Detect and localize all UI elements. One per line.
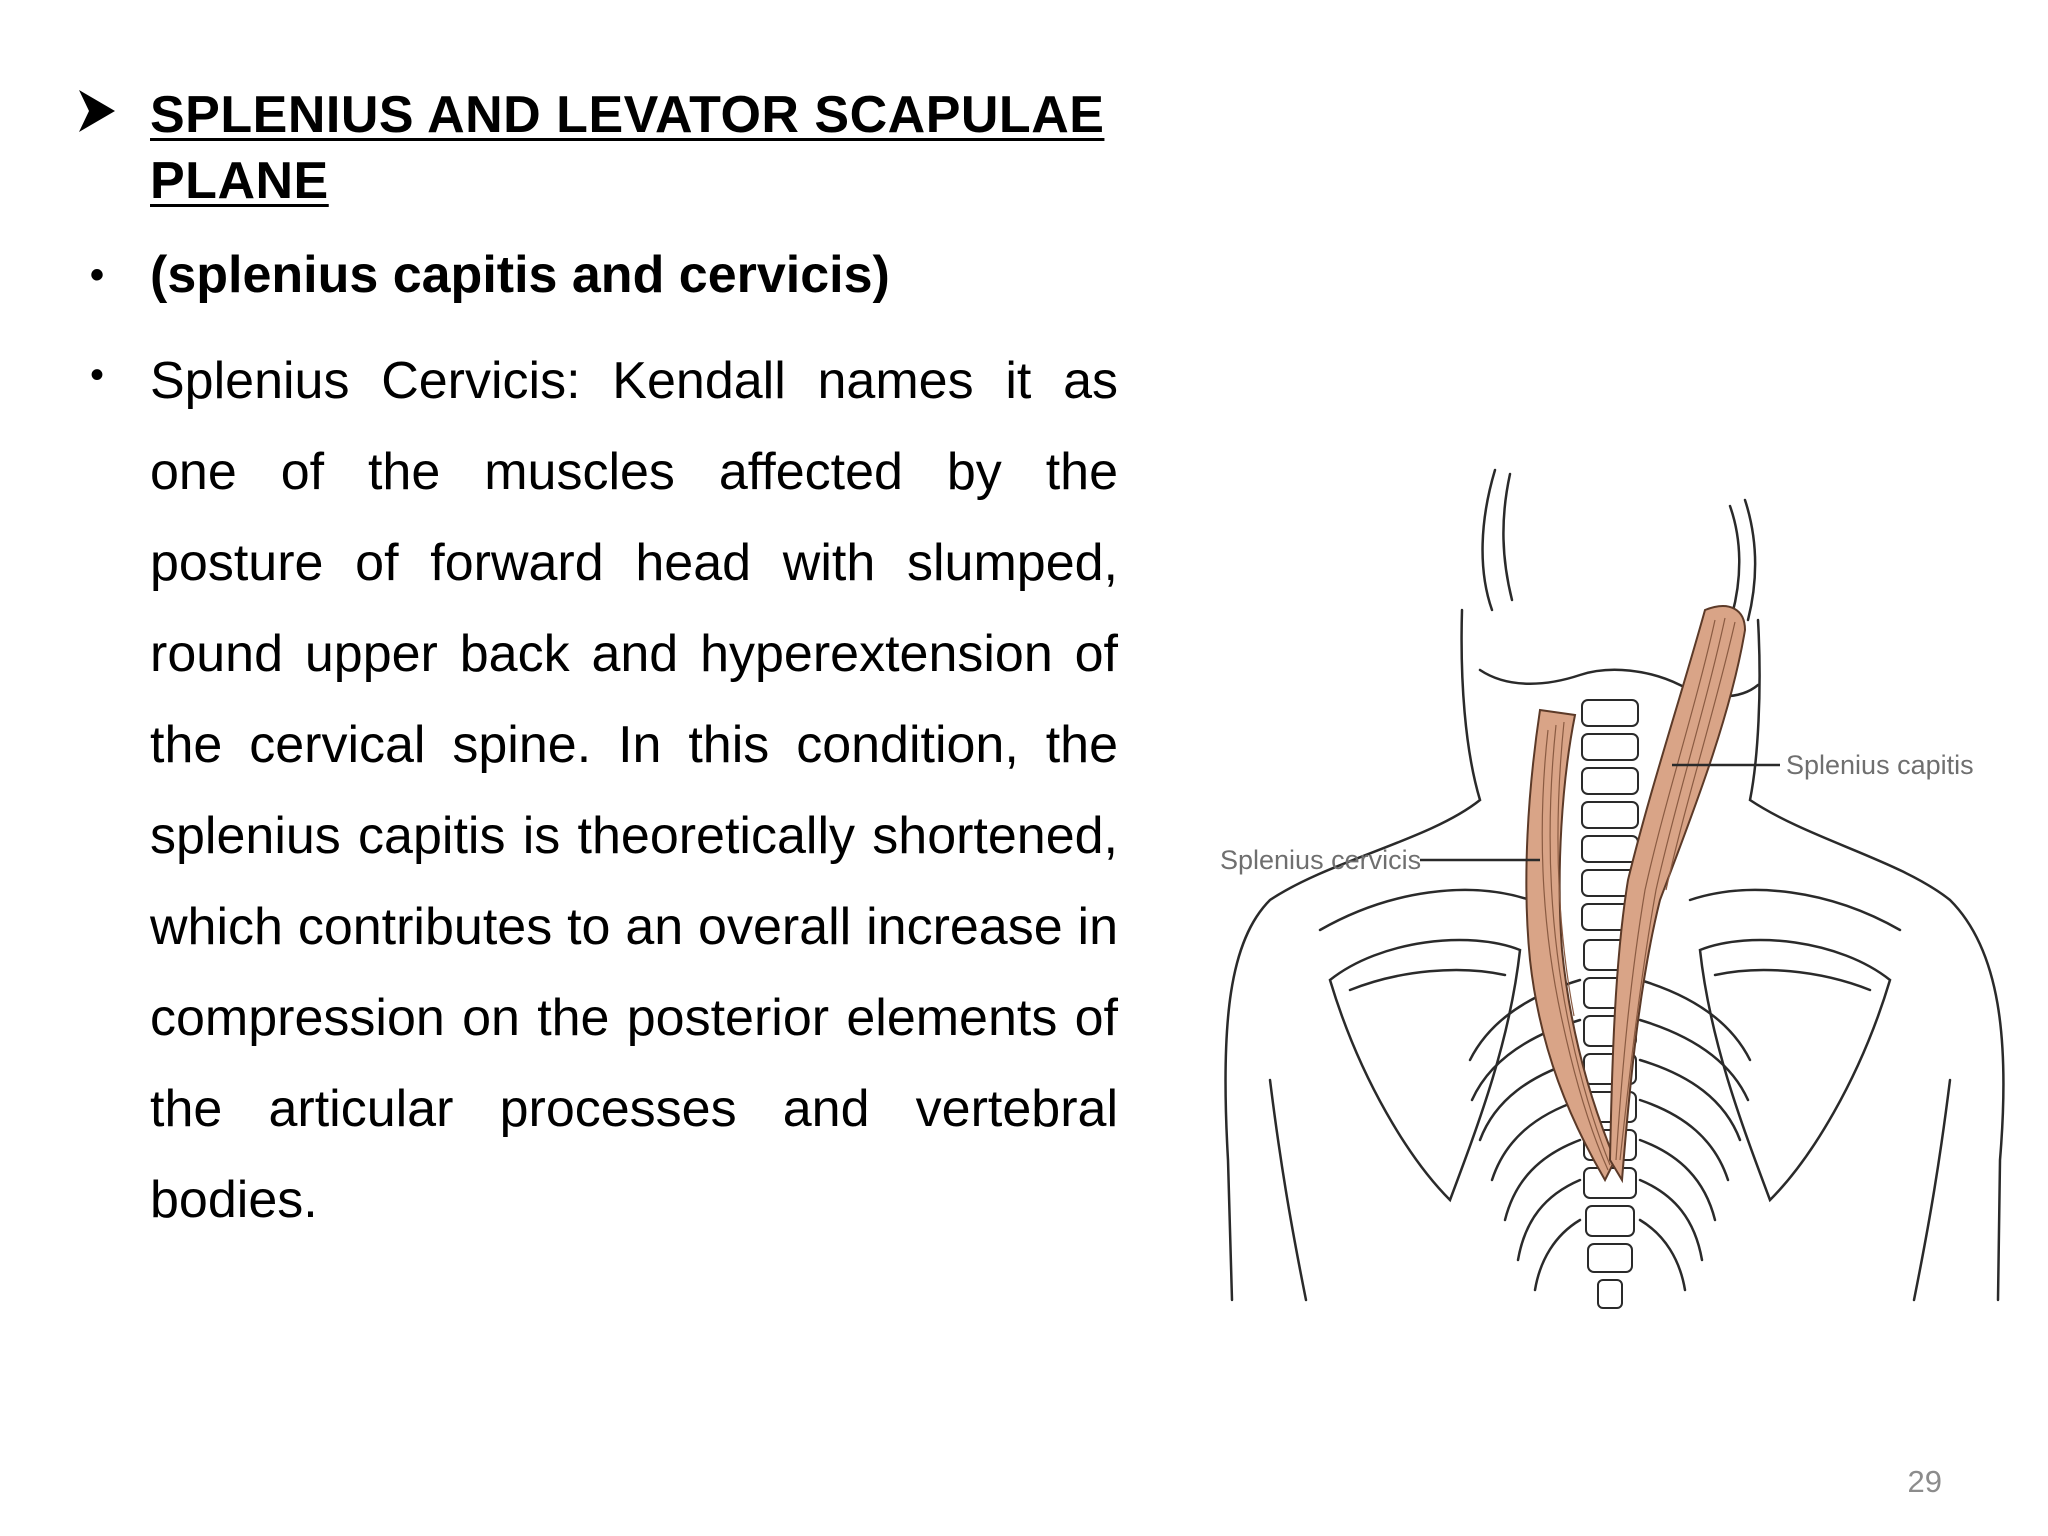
section-heading [72, 82, 1118, 214]
page-number: 29 [1907, 1464, 1942, 1499]
arrow-bullet-icon [72, 88, 122, 134]
subheading-text: (splenius capitis and cervicis) [150, 246, 890, 304]
text-column [72, 82, 1118, 1246]
splenius-muscle-illustration [1210, 460, 2010, 1320]
anatomy-illustration-icon [1210, 460, 2010, 1320]
bullet-dot-icon: • [89, 253, 104, 297]
label-splenius-capitis: Splenius capitis [1786, 750, 1974, 780]
bullet-paragraph [72, 336, 1118, 1246]
paragraph-text: Splenius Cervicis: Kendall names it as one of the muscles affected by the posture of forward head with slumped, round upper back and hyperextension of the cervical spine. In this condition, the splenius capitis is theoretically shortened, which contributes to an overall increase in compression on the posterior elements of the articular processes and vertebral bodies. [150, 352, 1118, 1229]
heading-text: SPLENIUS AND LEVATOR SCAPULAE PLANE [150, 86, 1105, 210]
label-splenius-cervicis: Splenius cervicis [1220, 845, 1422, 875]
bullet-dot-icon: • [89, 353, 104, 397]
bullet-subheading [72, 242, 1118, 308]
